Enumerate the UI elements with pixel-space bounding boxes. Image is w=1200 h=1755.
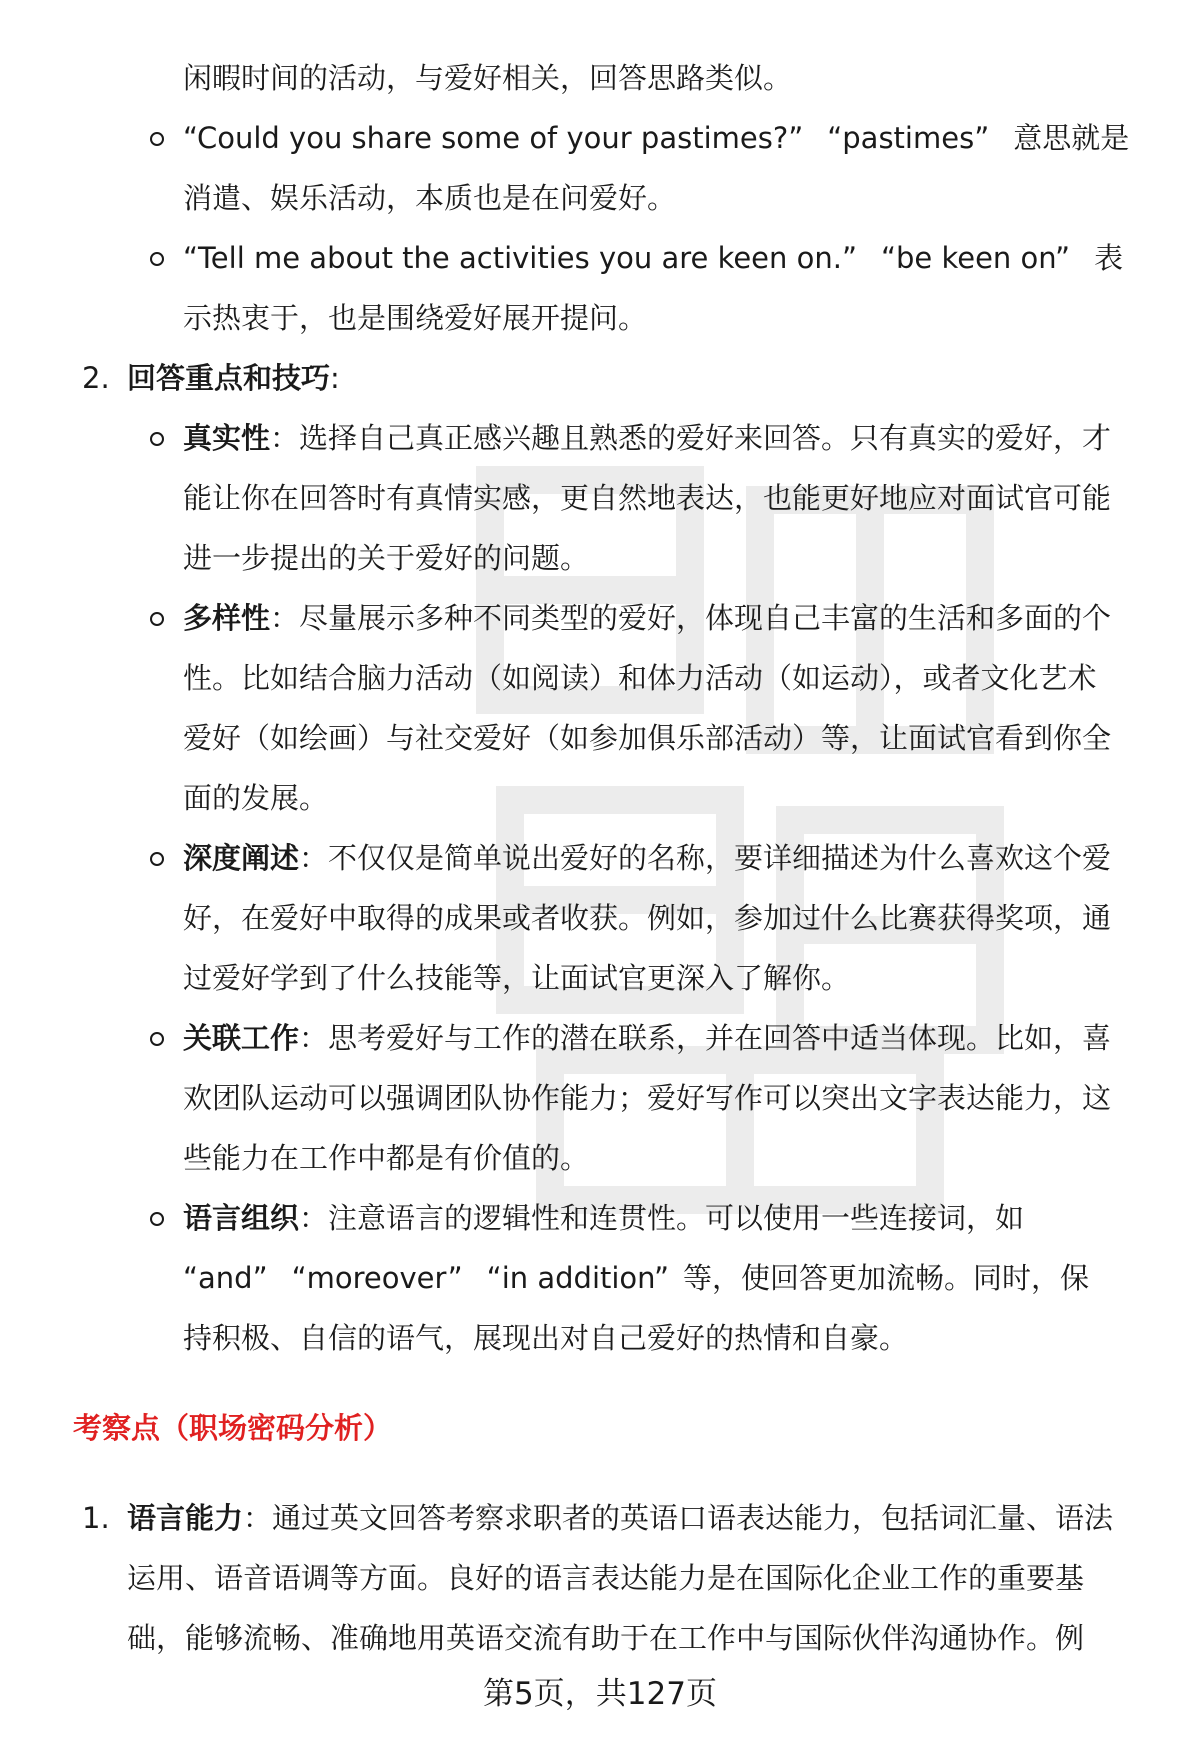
list-number: 1.	[82, 1501, 110, 1535]
colon-text: :	[330, 361, 340, 395]
paragraph-text: ：通过英文回答考察求职者的英语口语表达能力，包括词汇量、语法	[243, 1501, 1114, 1535]
connector-term: “and”	[183, 1261, 268, 1295]
quote-term: “be keen on”	[880, 241, 1071, 275]
list-item	[0, 1008, 1200, 1068]
connector-term: “in addition”	[486, 1261, 669, 1295]
paragraph-text: ：注意语言的逻辑性和连贯性。可以使用一些连接词，如	[299, 1201, 1025, 1235]
paragraph-text: 意思就是	[1013, 121, 1130, 155]
circle-bullet-icon	[150, 1188, 166, 1248]
text-line	[0, 1608, 1200, 1668]
paragraph-text: 持积极、自信的语气，展现出对自己爱好的热情和自豪。	[183, 1321, 909, 1355]
connector-list	[183, 1248, 1089, 1308]
list-item	[0, 588, 1200, 648]
item-label: 语言能力	[127, 1501, 244, 1535]
list-item	[0, 408, 1200, 468]
paragraph-text: 消遣、娱乐活动，本质也是在问爱好。	[183, 181, 677, 215]
text-line	[0, 468, 1200, 528]
list-item	[0, 228, 1200, 288]
paragraph-text: 运用、语音语调等方面。良好的语言表达能力是在国际化企业工作的重要基	[127, 1561, 1085, 1595]
spacer	[0, 1368, 1200, 1398]
paragraph-text: ：尽量展示多种不同类型的爱好，体现自己丰富的生活和多面的个	[270, 601, 1112, 635]
quote-term: “pastimes”	[827, 121, 990, 155]
text-line	[0, 648, 1200, 708]
paragraph-text: 欢团队运动可以强调团队协作能力；爱好写作可以突出文字表达能力，这	[183, 1081, 1112, 1115]
list-item-text	[183, 828, 1111, 888]
text-line	[0, 768, 1200, 828]
text-line	[0, 948, 1200, 1008]
paragraph-text: 些能力在工作中都是有价值的。	[183, 1141, 590, 1175]
circle-bullet-icon	[150, 228, 166, 288]
document-body	[0, 48, 1200, 1668]
text-line	[0, 288, 1200, 348]
paragraph-text: 示热衷于，也是围绕爱好展开提问。	[183, 301, 648, 335]
list-item-text	[183, 1008, 1111, 1068]
numbered-item	[0, 348, 1200, 408]
text-line	[0, 1128, 1200, 1188]
text-line	[0, 1068, 1200, 1128]
circle-bullet-icon	[150, 1008, 166, 1068]
item-label: 多样性	[183, 601, 271, 635]
circle-bullet-icon	[150, 588, 166, 648]
paragraph-text: 面的发展。	[183, 781, 329, 815]
list-number: 2.	[82, 361, 110, 395]
paragraph-text: ：思考爱好与工作的潜在联系，并在回答中适当体现。比如，喜	[299, 1021, 1112, 1055]
list-item-text	[183, 588, 1111, 648]
text-line	[0, 708, 1200, 768]
list-item-text	[183, 408, 1111, 468]
paragraph-text: 础，能够流畅、准确地用英语交流有助于在工作中与国际伙伴沟通协作。例	[127, 1621, 1085, 1655]
section-heading-line	[0, 1398, 1200, 1458]
numbered-item	[0, 1488, 1200, 1548]
paragraph-text: 好，在爱好中取得的成果或者收获。例如，参加过什么比赛获得奖项，通	[183, 901, 1112, 935]
list-item-text	[183, 228, 1123, 288]
paragraph-text: ：不仅仅是简单说出爱好的名称，要详细描述为什么喜欢这个爱	[299, 841, 1112, 875]
numbered-item-text	[127, 1488, 1113, 1548]
item-label: 语言组织	[183, 1201, 300, 1235]
circle-bullet-icon	[150, 828, 166, 888]
spacer	[0, 1458, 1200, 1488]
list-item-text	[183, 108, 1129, 168]
paragraph-text: 闲暇时间的活动，与爱好相关，回答思路类似。	[183, 61, 793, 95]
paragraph-text: 过爱好学到了什么技能等，让面试官更深入了解你。	[183, 961, 851, 995]
list-item-text	[183, 1188, 1024, 1248]
paragraph-text: 等，使回答更加流畅。同时，保	[682, 1261, 1089, 1295]
text-line	[0, 1308, 1200, 1368]
paragraph-text: 进一步提出的关于爱好的问题。	[183, 541, 590, 575]
quote-text: “Could you share some of your pastimes?”	[183, 121, 804, 155]
text-line	[0, 1248, 1200, 1308]
quote-text: “Tell me about the activities you are keen on.”	[183, 241, 857, 275]
text-line	[0, 168, 1200, 228]
text-line	[0, 528, 1200, 588]
text-line	[0, 48, 1200, 108]
text-line	[0, 1548, 1200, 1608]
page-number-footer: 第5页，共127页	[483, 1676, 717, 1712]
item-label: 深度阐述	[183, 841, 300, 875]
numbered-item-text	[127, 348, 340, 408]
item-label: 真实性	[183, 421, 271, 455]
section-heading: 考察点（职场密码分析）	[73, 1411, 393, 1445]
circle-bullet-icon	[150, 408, 166, 468]
paragraph-text: ：选择自己真正感兴趣且熟悉的爱好来回答。只有真实的爱好，才	[270, 421, 1112, 455]
text-line	[0, 888, 1200, 948]
paragraph-text: 爱好（如绘画）与社交爱好（如参加俱乐部活动）等，让面试官看到你全	[183, 721, 1112, 755]
item-label: 关联工作	[183, 1021, 300, 1055]
item-title: 回答重点和技巧	[127, 361, 331, 395]
list-item	[0, 828, 1200, 888]
list-item	[0, 108, 1200, 168]
paragraph-text: 性。比如结合脑力活动（如阅读）和体力活动（如运动），或者文化艺术	[183, 661, 1097, 695]
paragraph-text: 能让你在回答时有真情实感，更自然地表达，也能更好地应对面试官可能	[183, 481, 1112, 515]
connector-term: “moreover”	[291, 1261, 463, 1295]
paragraph-text: 表	[1094, 241, 1124, 275]
list-item	[0, 1188, 1200, 1248]
circle-bullet-icon	[150, 108, 166, 168]
